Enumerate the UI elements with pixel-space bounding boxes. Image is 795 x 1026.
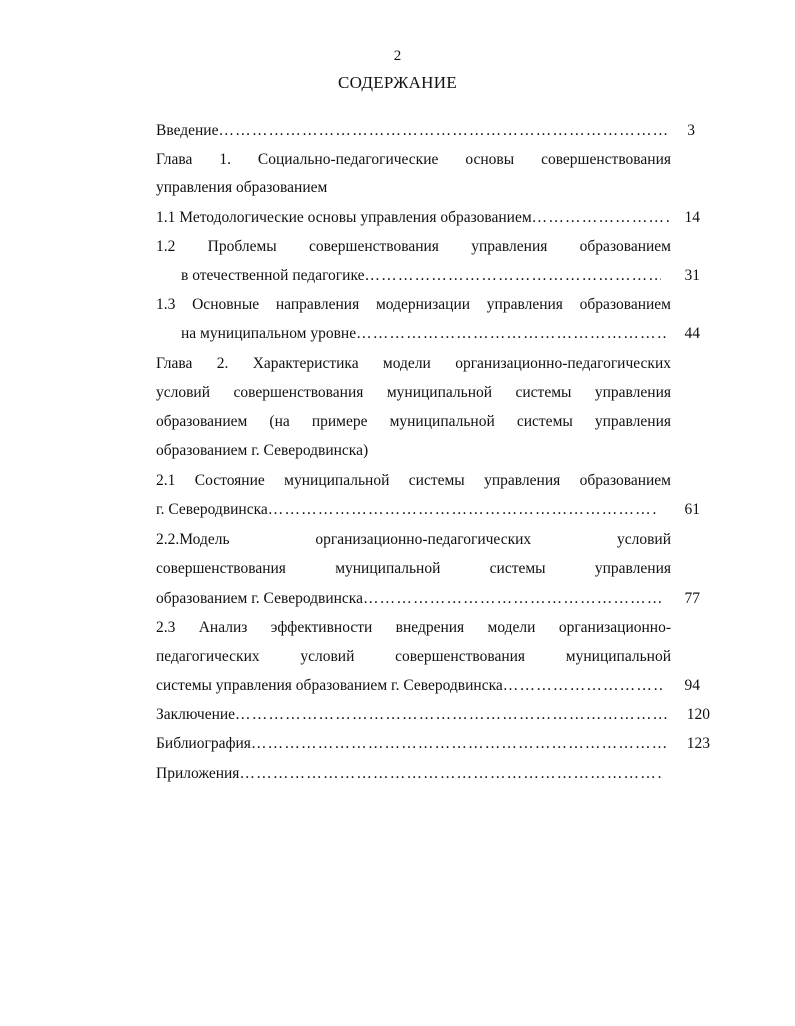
toc-entry-1-1 [156,207,671,229]
toc-entry-1-3 [181,323,668,345]
toc-entry-bibliography [156,733,668,755]
toc-page-number: 77 [684,590,700,607]
toc-chapter-2-line: Глава 2. Характеристика модели организационно-педагогических [156,355,671,372]
toc-leader-dots [218,120,671,142]
toc-entry-1-3-line: 1.3 Основные направления модернизации управления образованием [156,296,671,313]
page-number: 2 [393,48,402,64]
toc-chapter-1-line: управления образованием [156,179,328,196]
toc-entry-2-3 [156,675,664,697]
toc-chapter-2-line: условий совершенствования муниципальной системы управления [156,384,671,401]
toc-page-number: 120 [686,706,710,723]
toc-entry-conclusion [156,704,668,726]
toc-entry-title: системы управления образованием г. Северодвинска [156,677,503,694]
toc-entry-2-1 [156,499,658,521]
toc-chapter-1-line: Глава 1. Социально-педагогические основы совершенствования [156,151,671,168]
page-title: СОДЕРЖАНИЕ [337,73,458,92]
toc-leader-dots [364,265,661,287]
toc-entry-title: Приложения [156,765,240,782]
toc-entry-2-2-line: совершенствования муниципальной системы управления [156,560,671,577]
toc-page-number: 123 [686,735,710,752]
toc-entry-2-3-line: 2.3 Анализ эффективности внедрения модели организационно- [156,619,671,636]
toc-page-number: 61 [684,501,700,518]
toc-entry-title: 1.1 Методологические основы управления образованием [156,209,532,226]
toc-entry-intro [156,120,671,142]
toc-leader-dots [503,675,664,697]
toc-entry-title: Библиография [156,735,251,752]
toc-leader-dots [239,763,661,785]
toc-entry-2-3-line: педагогических условий совершенствования муниципальной [156,648,671,665]
toc-page-number: 31 [684,267,700,284]
toc-entry-2-2-line: 2.2.Модель организационно-педагогических условий [156,531,671,548]
toc-entry-title: г. Северодвинска [156,501,268,518]
toc-chapter-2-line: образованием (на примере муниципальной системы управления [156,413,671,430]
toc-entry-title: образованием г. Северодвинска [156,590,363,607]
toc-page-number: 94 [684,677,700,694]
toc-page-number: 44 [684,325,700,342]
toc-leader-dots [235,704,668,726]
toc-entry-1-2 [181,265,661,287]
toc-page-number: 3 [687,122,695,139]
toc-leader-dots [532,207,671,229]
toc-entry-title: в отечественной педагогике [181,267,365,284]
toc-leader-dots [356,323,668,345]
toc-chapter-2-line: образованием г. Северодвинска) [156,442,369,459]
toc-entry-title: Заключение [156,706,236,723]
toc-leader-dots [251,733,668,755]
toc-page-number: 14 [684,209,700,226]
toc-entry-title: на муниципальном уровне [181,325,357,342]
toc-entry-appendix [156,763,661,785]
toc-entry-title: Введение [156,122,219,139]
toc-leader-dots [268,499,658,521]
toc-entry-1-2-line: 1.2 Проблемы совершенствования управления образованием [156,238,671,255]
toc-leader-dots [363,588,661,610]
toc-entry-2-2 [156,588,661,610]
toc-entry-2-1-line: 2.1 Состояние муниципальной системы управления образованием [156,472,671,489]
